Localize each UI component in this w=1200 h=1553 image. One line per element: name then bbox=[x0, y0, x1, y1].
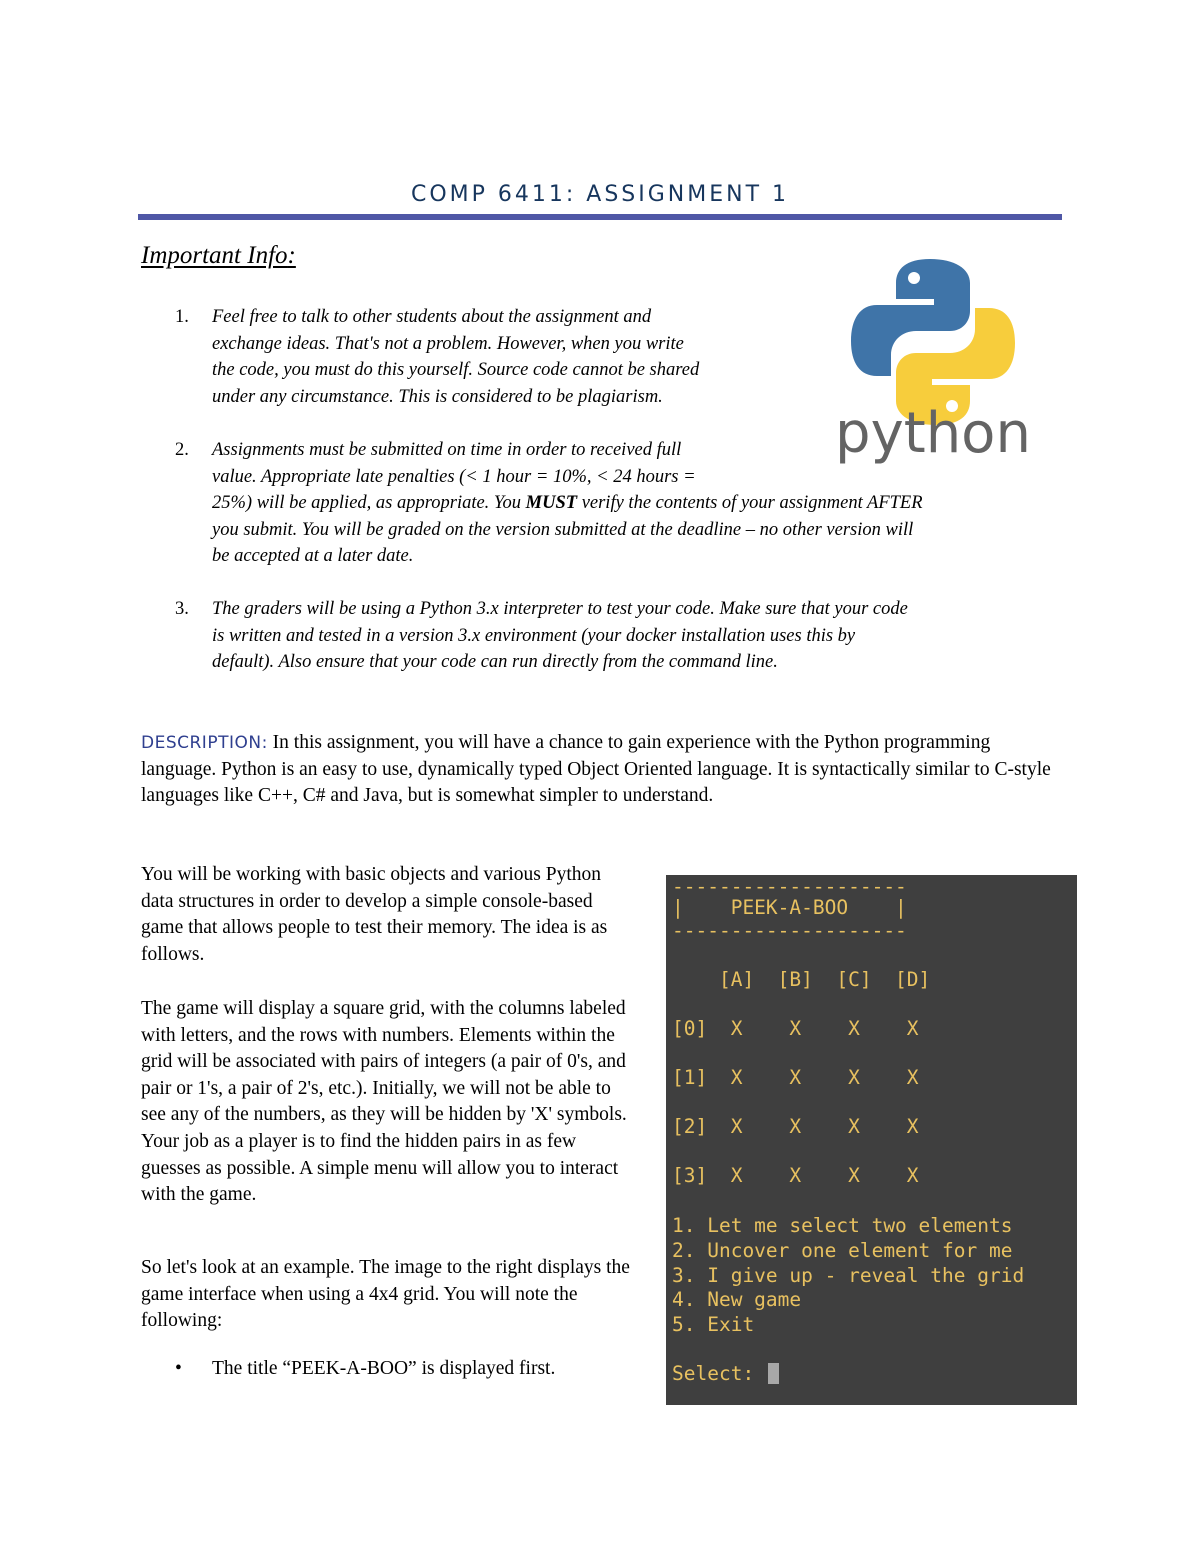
python-wordmark: python bbox=[835, 401, 1031, 466]
terminal-border-top: -------------------- bbox=[672, 875, 907, 898]
info-line bbox=[212, 490, 1065, 517]
title-rule bbox=[138, 214, 1062, 220]
select-prompt-label: Select: bbox=[672, 1362, 766, 1385]
info-line: under any circumstance. This is considered to be plagiarism. bbox=[212, 386, 663, 407]
menu-option-4: 4. New game bbox=[672, 1288, 802, 1311]
info-line: default). Also ensure that your code can run directly from the command line. bbox=[212, 652, 778, 673]
must-emphasis: MUST bbox=[525, 493, 578, 514]
important-info-heading bbox=[141, 242, 296, 270]
grid-column-header: [A] [B] [C] [D] bbox=[672, 968, 931, 991]
info-line: value. Appropriate late penalties (< 1 hour = 10%, < 24 hours = bbox=[212, 466, 696, 487]
body-paragraph-1: You will be working with basic objects and various Python data structures in order to develop a simple console-based game that allows people to test their memory. The idea is as follows. bbox=[141, 864, 608, 965]
info-line: exchange ideas. That's not a problem. However, when you write bbox=[212, 333, 684, 354]
bullet-icon: • bbox=[175, 1358, 182, 1379]
body-paragraph-3: So let's look at an example. The image to the right displays the game interface when using a 4x4 grid. You will note the following: bbox=[141, 1257, 630, 1332]
grid-row-3: [3] X X X X bbox=[672, 1164, 919, 1187]
info-line: be accepted at a later date. bbox=[212, 546, 414, 567]
description-label: DESCRIPTION: bbox=[141, 733, 268, 753]
info-line: you submit. You will be graded on the version submitted at the deadline – no other version will bbox=[212, 519, 914, 540]
info-line-part: verify the contents of your assignment AFTER bbox=[577, 493, 923, 514]
select-prompt bbox=[672, 1362, 779, 1386]
terminal-border-bottom: -------------------- bbox=[672, 919, 907, 942]
grid-row-2: [2] X X X X bbox=[672, 1115, 919, 1138]
info-line-part: 25%) will be applied, as appropriate. You bbox=[212, 493, 526, 514]
body-paragraph-2: The game will display a square grid, with the columns labeled with letters, and the rows with numbers. Elements within the grid will be associated with pairs of integers (a pair of 0's, and pair or 1's, a pair of 2's, etc.). Initially, we will not be able to see any of the numbers, as they will be hidden by 'X' symbols. Your job as a player is to find the hidden pairs in as few guesses as possible. A simple menu will allow you to interact with the game. bbox=[141, 998, 627, 1206]
menu-option-3: 3. I give up - reveal the grid bbox=[672, 1264, 1025, 1287]
terminal-screenshot bbox=[666, 875, 1077, 1405]
menu-option-2: 2. Uncover one element for me bbox=[672, 1239, 1013, 1262]
python-logo bbox=[833, 242, 1033, 467]
info-line: The graders will be using a Python 3.x interpreter to test your code. Make sure that your code bbox=[212, 599, 908, 619]
menu-option-1: 1. Let me select two elements bbox=[672, 1214, 1013, 1237]
info-item-text bbox=[212, 304, 812, 410]
description-paragraph bbox=[141, 730, 1061, 810]
important-info-heading-text: Important Info bbox=[141, 242, 288, 269]
info-line: Assignments must be submitted on time in order to received full bbox=[212, 440, 682, 460]
bullet-text: The title “PEEK-A-BOO” is displayed first. bbox=[212, 1358, 556, 1379]
important-info-colon: : bbox=[287, 242, 296, 269]
description-text: In this assignment, you will have a chance to gain experience with the Python programming language. Python is an easy to use, dynamically typed Object Oriented language. It is syntactically similar to C-style languages like C++, C# and Java, but is somewhat simpler to understand. bbox=[141, 732, 1051, 807]
info-item-text bbox=[212, 596, 1065, 676]
menu-option-5: 5. Exit bbox=[672, 1313, 755, 1336]
info-line: Feel free to talk to other students about the assignment and bbox=[212, 307, 652, 327]
info-line: the code, you must do this yourself. Source code cannot be shared bbox=[212, 360, 700, 381]
terminal-title: | PEEK-A-BOO | bbox=[672, 896, 907, 919]
page-title: COMP 6411: ASSIGNMENT 1 bbox=[410, 182, 790, 207]
info-item-number: 2. bbox=[175, 440, 189, 460]
grid-row-1: [1] X X X X bbox=[672, 1066, 919, 1089]
cursor-icon bbox=[768, 1363, 779, 1384]
grid-row-0: [0] X X X X bbox=[672, 1017, 919, 1040]
info-item-number: 3. bbox=[175, 599, 189, 619]
info-line: is written and tested in a version 3.x environment (your docker installation uses this by bbox=[212, 625, 856, 646]
info-item-number: 1. bbox=[175, 307, 189, 327]
